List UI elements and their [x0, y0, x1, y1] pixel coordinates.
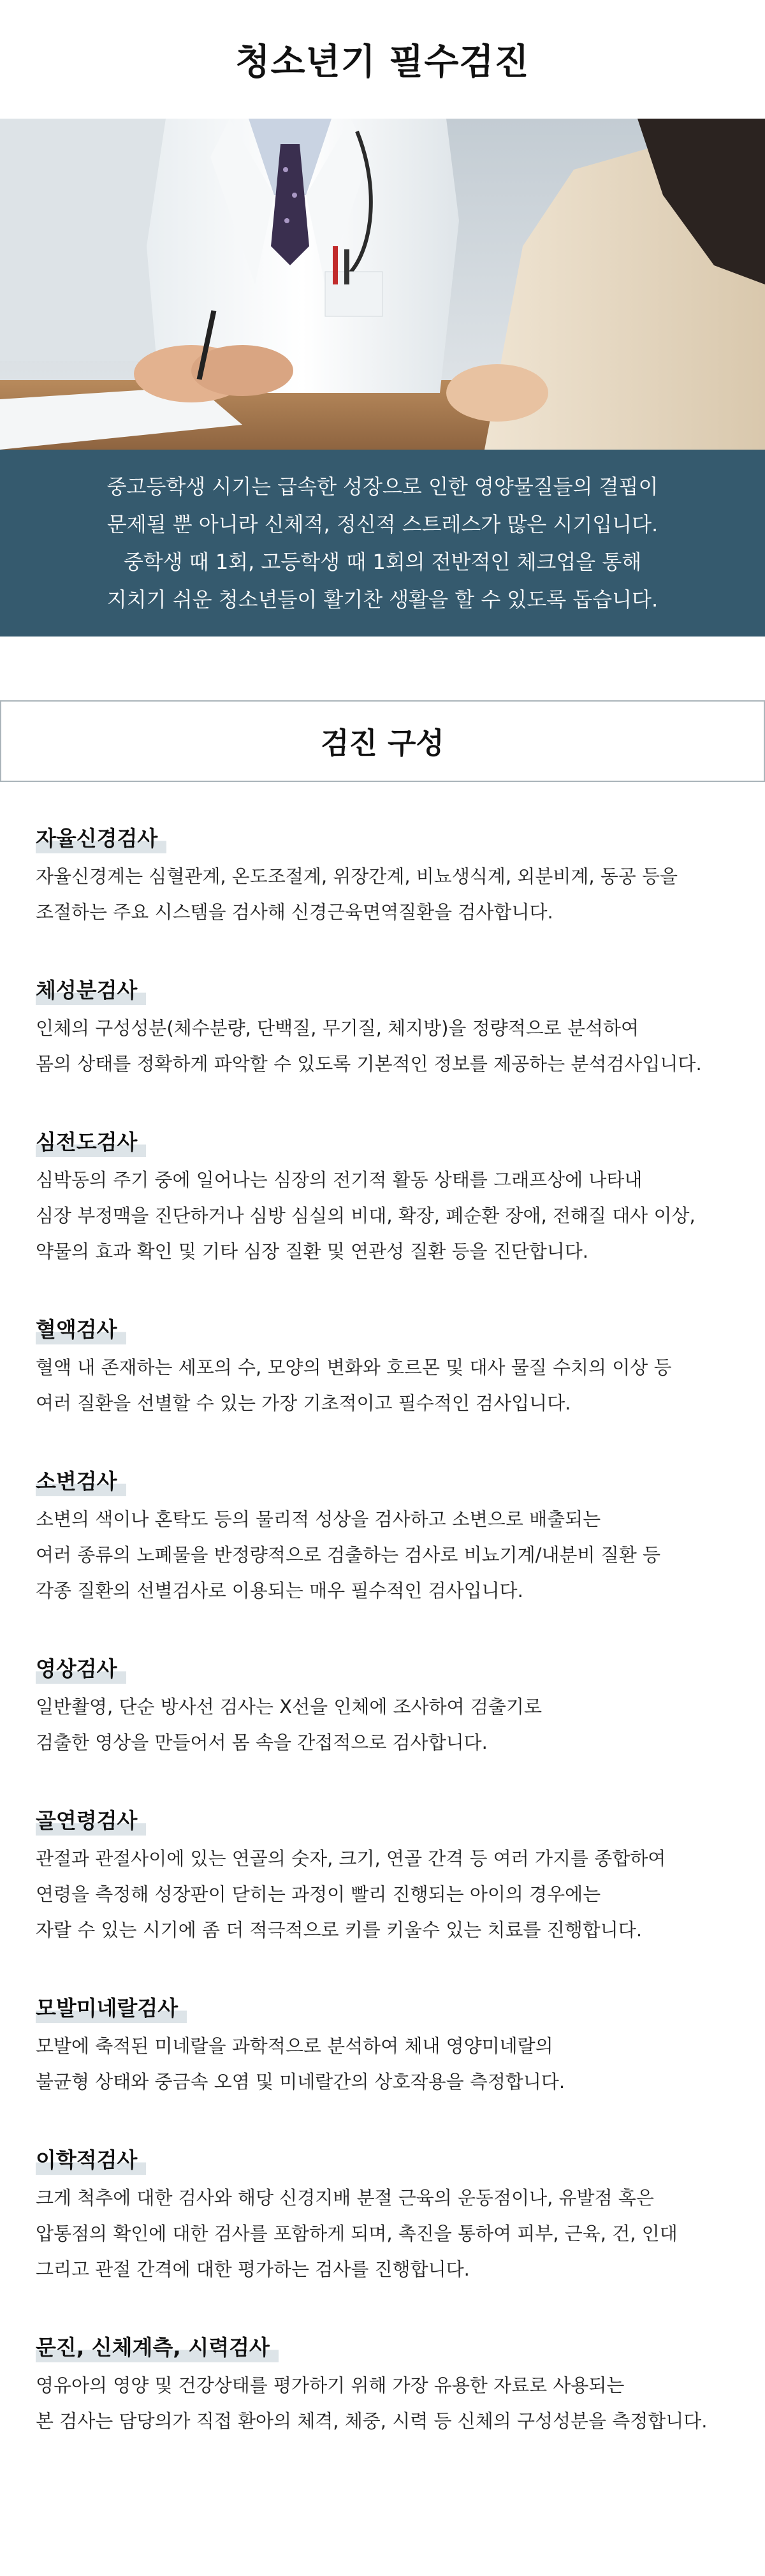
exam-items-list	[36, 824, 737, 2485]
exam-item-title: 혈액검사	[36, 1315, 126, 1344]
description-line: 모발에 축적된 미네랄을 과학적으로 분석하여 체내 영양미네랄의	[36, 2035, 553, 2057]
description-line: 각종 질환의 선별검사로 이용되는 매우 필수적인 검사입니다.	[36, 1580, 523, 1601]
exam-item	[36, 2333, 737, 2439]
doctor-consultation-illustration	[0, 119, 765, 450]
intro-line: 지치기 쉬운 청소년들이 활기찬 생활을 할 수 있도록 돕습니다.	[106, 587, 659, 612]
intro-line: 중고등학생 시기는 급속한 성장으로 인한 영양물질들의 결핍이	[106, 474, 659, 499]
description-line: 약물의 효과 확인 및 기타 심장 질환 및 연관성 질환 등을 진단합니다.	[36, 1240, 588, 1262]
description-line: 압통점의 확인에 대한 검사를 포함하게 되며, 촉진을 통하여 피부, 근육, 건, 인대	[36, 2223, 678, 2244]
exam-item	[36, 1994, 737, 2100]
exam-item-title: 소변검사	[36, 1467, 126, 1496]
exam-item	[36, 1315, 737, 1421]
description-line: 일반촬영, 단순 방사선 검사는 X선을 인체에 조사하여 검출기로	[36, 1696, 542, 1718]
exam-item-description	[36, 858, 737, 930]
exam-item	[36, 1654, 737, 1760]
description-line: 인체의 구성성분(체수분량, 단백질, 무기질, 체지방)을 정량적으로 분석하여	[36, 1017, 639, 1039]
intro-line: 중학생 때 1회, 고등학생 때 1회의 전반적인 체크업을 통해	[123, 549, 642, 574]
exam-item-title: 모발미네랄검사	[36, 1994, 187, 2023]
exam-item-title: 체성분검사	[36, 976, 146, 1005]
description-line: 여러 질환을 선별할 수 있는 가장 기초적이고 필수적인 검사입니다.	[36, 1392, 571, 1414]
exam-item-description	[36, 2367, 737, 2439]
exam-item-description	[36, 2180, 737, 2287]
exam-item-description	[36, 1841, 737, 1948]
exam-item-title: 영상검사	[36, 1654, 126, 1684]
description-line: 검출한 영상을 만들어서 몸 속을 간접적으로 검사합니다.	[36, 1732, 488, 1753]
hero-image	[0, 119, 765, 450]
section-title: 검진 구성	[0, 700, 765, 782]
exam-item-title: 자율신경검사	[36, 824, 166, 853]
description-line: 혈액 내 존재하는 세포의 수, 모양의 변화와 호르몬 및 대사 물질 수치의 이상 등	[36, 1357, 672, 1378]
exam-item	[36, 1128, 737, 1269]
exam-item	[36, 2145, 737, 2287]
exam-item	[36, 824, 737, 930]
description-line: 몸의 상태를 정확하게 파악할 수 있도록 기본적인 정보를 제공하는 분석검사입니다.	[36, 1053, 702, 1075]
exam-item	[36, 1467, 737, 1608]
description-line: 심장 부정맥을 진단하거나 심방 심실의 비대, 확장, 폐순환 장애, 전해질 대사 이상,	[36, 1205, 696, 1226]
description-line: 크게 척추에 대한 검사와 해당 신경지배 분절 근육의 운동점이나, 유발점 혹은	[36, 2187, 654, 2209]
description-line: 영유아의 영양 및 건강상태를 평가하기 위해 가장 유용한 자료로 사용되는	[36, 2374, 625, 2396]
exam-item-description	[36, 1010, 737, 1082]
description-line: 자랄 수 있는 시기에 좀 더 적극적으로 키를 키울수 있는 치료를 진행합니다.	[36, 1919, 643, 1941]
exam-item-title: 골연령검사	[36, 1806, 146, 1836]
description-line: 여러 종류의 노폐물을 반정량적으로 검출하는 검사로 비뇨기계/내분비 질환 등	[36, 1544, 660, 1566]
exam-item-description	[36, 2028, 737, 2100]
page-title: 청소년기 필수검진	[235, 41, 530, 83]
exam-item	[36, 976, 737, 1082]
description-line: 본 검사는 담당의가 직접 환아의 체격, 체중, 시력 등 신체의 구성성분을 측정합니다.	[36, 2410, 708, 2432]
exam-item-title: 문진, 신체계측, 시력검사	[36, 2333, 279, 2362]
exam-item-description	[36, 1162, 737, 1269]
exam-item-description	[36, 1689, 737, 1760]
exam-item-description	[36, 1350, 737, 1421]
intro-line: 문제될 뿐 아니라 신체적, 정신적 스트레스가 많은 시기입니다.	[106, 512, 659, 536]
exam-item-title: 이학적검사	[36, 2145, 146, 2175]
description-line: 관절과 관절사이에 있는 연골의 숫자, 크기, 연골 간격 등 여러 가지를 종합하여	[36, 1848, 666, 1869]
description-line: 소변의 색이나 혼탁도 등의 물리적 성상을 검사하고 소변으로 배출되는	[36, 1508, 601, 1530]
exam-item	[36, 1806, 737, 1948]
exam-item-description	[36, 1501, 737, 1608]
description-line: 그리고 관절 간격에 대한 평가하는 검사를 진행합니다.	[36, 2258, 470, 2280]
description-line: 조절하는 주요 시스템을 검사해 신경근육면역질환을 검사합니다.	[36, 901, 553, 923]
description-line: 연령을 측정해 성장판이 닫히는 과정이 빨리 진행되는 아이의 경우에는	[36, 1883, 601, 1905]
exam-item-title: 심전도검사	[36, 1128, 146, 1157]
intro-banner	[0, 450, 765, 637]
description-line: 자율신경계는 심혈관계, 온도조절계, 위장간계, 비뇨생식계, 외분비계, 동공 등을	[36, 865, 678, 887]
description-line: 불균형 상태와 중금속 오염 및 미네랄간의 상호작용을 측정합니다.	[36, 2071, 565, 2093]
description-line: 심박동의 주기 중에 일어나는 심장의 전기적 활동 상태를 그래프상에 나타내	[36, 1169, 643, 1191]
